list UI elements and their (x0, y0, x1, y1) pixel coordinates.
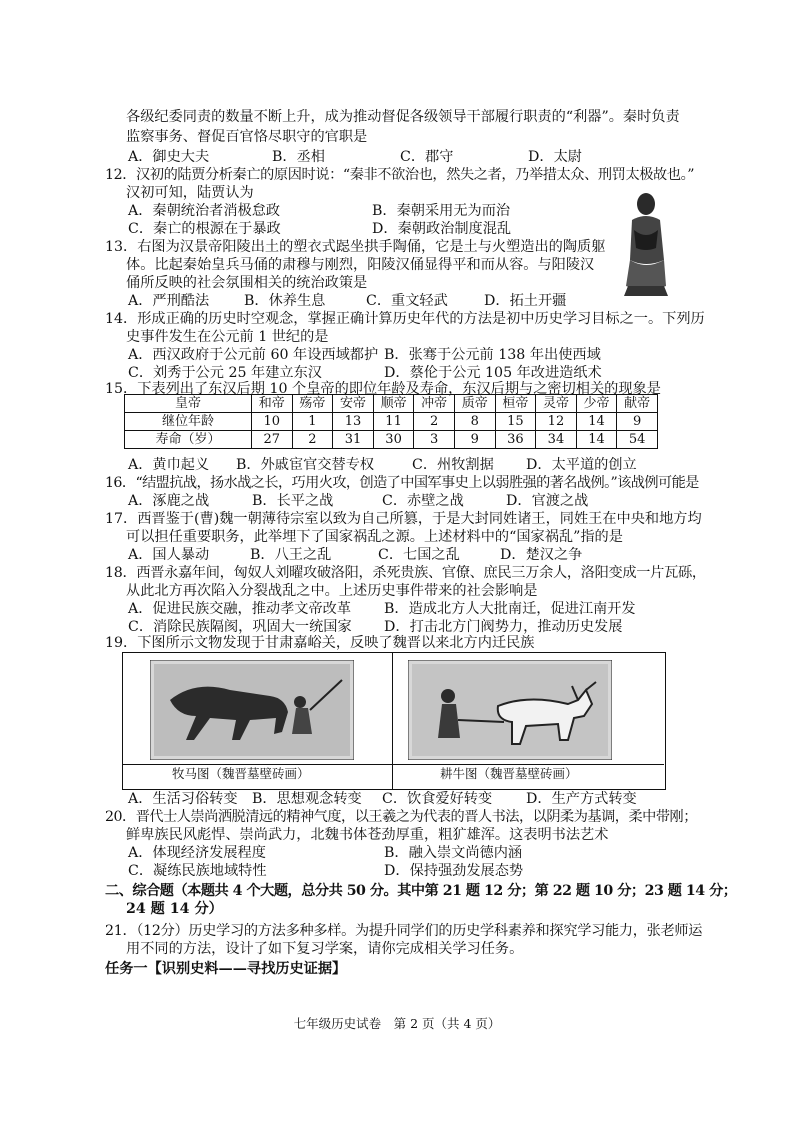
q16-option-d: D．官渡之战 (506, 493, 589, 509)
q21-stem-line1: 21．（12分）历史学习的方法多种多样。为提升同学们的历史学科素养和探究学习能力，张老师运 (105, 923, 703, 939)
table-cell: 11 (373, 413, 414, 431)
q11-stem-line2: 监察事务、督促百官恪尽职守的官职是 (126, 129, 368, 145)
q15-option-d: D．太平道的创立 (526, 457, 637, 473)
q12-option-b: B．秦朝采用无为而治 (372, 203, 511, 219)
q13-option-b: B．休养生息 (244, 293, 326, 309)
horse-herding-brick-painting (150, 660, 354, 760)
table-cell: 34 (536, 431, 577, 449)
q14-option-a: A．西汉政府于公元前 60 年设西域都护 (128, 347, 379, 363)
q12-option-c: C．秦亡的根源在于暴政 (128, 221, 281, 237)
q17-option-d: D．楚汉之争 (500, 547, 583, 563)
table-cell: 少帝 (576, 395, 617, 413)
table-cell: 14 (576, 413, 617, 431)
section-two-heading-line2: 24 题 14 分） (126, 901, 223, 917)
task-one-heading: 任务一【识别史料——寻找历史证据】 (105, 961, 347, 977)
section-two-heading: 二、综合题（本题共 4 个大题，总分共 50 分。其中第 21 题 12 分；第 22 题 10 分；23 题 14 分； (105, 883, 737, 899)
q11-option-c: C．郡守 (400, 149, 454, 165)
q13-stem-line1: 13．右图为汉景帝阳陵出土的塑衣式跽坐拱手陶俑，它是土与火塑造出的陶质躯 (105, 239, 606, 255)
q20-stem-line1: 20．晋代士人崇尚洒脱清远的精神气度，以王羲之为代表的晋人书法，以阴柔为基调，柔中带刚； (105, 809, 697, 825)
emperor-table (124, 394, 658, 449)
q12-stem-line1: 12．汉初的陆贾分析秦亡的原因时说：“秦非不欲治也，然失之者，乃举措太众、刑罚太极故也。” (105, 167, 695, 183)
q13-option-a: A．严刑酷法 (128, 293, 210, 309)
q17-option-a: A．国人暴动 (128, 547, 210, 563)
table-cell: 8 (454, 413, 495, 431)
page-footer: 七年级历史试卷 第 2 页（共 4 页） (293, 1016, 501, 1031)
table-cell: 12 (536, 413, 577, 431)
q14-stem-line1: 14．形成正确的历史时空观念，掌握正确计算历史年代的方法是初中历史学习目标之一。下列历 (105, 311, 705, 327)
q13-stem-line3: 俑所反映的社会氛围相关的统治政策是 (126, 275, 368, 291)
q19-option-d: D．生产方式转变 (526, 791, 637, 807)
q11-option-a: A．御史大夫 (128, 149, 210, 165)
table-cell: 寿命（岁） (125, 431, 252, 449)
q15-stem-line1: 15．下表列出了东汉后期 10 个皇帝的即位年龄及寿命，东汉后期与之密切相关的现象是 (105, 381, 661, 397)
table-row-ages (125, 413, 658, 431)
q13-stem-line2: 体。比起秦始皇兵马俑的肃穆与刚烈，阳陵汉俑显得平和而从容。与阳陵汉 (126, 257, 595, 273)
table-cell: 冲帝 (414, 395, 455, 413)
q20-option-d: D．保持强劲发展态势 (384, 863, 524, 879)
q16-stem-line1: 16．“结盟抗战，扬水战之长，巧用火攻，创造了中国军事史上以弱胜强的著名战例。”该战例可能是 (105, 475, 699, 491)
ox-plowing-brick-painting (408, 660, 612, 760)
table-cell: 皇帝 (125, 395, 252, 413)
table-cell: 安帝 (333, 395, 374, 413)
q14-stem-line2: 史事件发生在公元前 1 世纪的是 (126, 329, 329, 345)
table-cell: 献帝 (617, 395, 658, 413)
table-cell: 31 (333, 431, 374, 449)
table-cell: 10 (252, 413, 293, 431)
table-cell: 和帝 (252, 395, 293, 413)
q18-option-a: A．促进民族交融，推动孝文帝改革 (128, 601, 352, 617)
q11-stem-line1: 各级纪委同责的数量不断上升，成为推动督促各级领导干部履行职责的“利器”。秦时负责 (126, 109, 680, 125)
q21-stem-line2: 用不同的方法，设计了如下复习学案，请你完成相关学习任务。 (126, 941, 524, 957)
q19-stem-line1: 19．下图所示文物发现于甘肃嘉峪关，反映了魏晋以来北方内迁民族 (105, 635, 535, 651)
q16-option-b: B．长平之战 (252, 493, 334, 509)
left-artifact-caption: 牧马图（魏晋墓壁砖画） (172, 766, 310, 781)
q12-option-a: A．秦朝统治者消极怠政 (128, 203, 281, 219)
q14-option-b: B．张骞于公元前 138 年出使西域 (384, 347, 601, 363)
table-cell: 54 (617, 431, 658, 449)
q17-stem-line1: 17．西晋鉴于(曹)魏一朝薄待宗室以致为自己所篡，于是大封同姓诸王，同姓王在中央和地方均 (105, 511, 702, 527)
table-row-life (125, 431, 658, 449)
table-cell: 继位年龄 (125, 413, 252, 431)
q15-option-b: B．外戚宦官交替专权 (236, 457, 375, 473)
q12-stem-line2: 汉初可知，陆贾认为 (126, 185, 254, 201)
q15-option-c: C．州牧割据 (412, 457, 494, 473)
artifact-divider (392, 652, 393, 790)
q19-option-c: C．饮食爱好转变 (382, 791, 493, 807)
table-cell: 顺帝 (373, 395, 414, 413)
q11-option-b: B．丞相 (272, 149, 325, 165)
table-cell: 2 (414, 413, 455, 431)
table-cell: 质帝 (454, 395, 495, 413)
q12-option-d: D．秦朝政治制度混乱 (372, 221, 512, 237)
q20-option-b: B．融入崇文尚德内涵 (384, 845, 523, 861)
q18-stem-line2: 从此北方再次陷入分裂战乱之中。上述历史事件带来的社会影响是 (126, 583, 538, 599)
table-cell: 15 (495, 413, 536, 431)
table-cell: 36 (495, 431, 536, 449)
q18-option-b: B．造成北方人大批南迁，促进江南开发 (384, 601, 636, 617)
table-cell: 灵帝 (536, 395, 577, 413)
q18-stem-line1: 18．西晋永嘉年间，匈奴人刘曜攻破洛阳，杀死贵族、官僚、庶民三万余人，洛阳变成一片瓦砾， (105, 565, 706, 581)
q16-option-c: C．赤壁之战 (382, 493, 464, 509)
table-row-header (125, 395, 658, 413)
table-cell: 13 (333, 413, 374, 431)
q20-option-c: C．凝练民族地域特性 (128, 863, 267, 879)
q17-option-b: B．八王之乱 (250, 547, 332, 563)
q13-option-d: D．拓土开疆 (484, 293, 567, 309)
q14-option-d: D．蔡伦于公元 105 年改进造纸术 (384, 365, 602, 381)
q17-option-c: C．七国之乱 (378, 547, 460, 563)
table-cell: 殇帝 (292, 395, 333, 413)
table-cell: 30 (373, 431, 414, 449)
caption-divider (122, 764, 664, 765)
q20-option-a: A．体现经济发展程度 (128, 845, 266, 861)
q13-option-c: C．重文轻武 (366, 293, 448, 309)
q19-option-b: B．思想观念转变 (252, 791, 362, 807)
q14-option-c: C．刘秀于公元 25 年建立东汉 (128, 365, 322, 381)
q15-option-a: A．黄巾起义 (128, 457, 210, 473)
q20-stem-line2: 鲜卑族民风彪悍、崇尚武力，北魏书体苍劲厚重，粗犷雄浑。这表明书法艺术 (126, 827, 609, 843)
q18-option-d: D．打击北方门阀势力，推动历史发展 (384, 619, 623, 635)
q18-option-c: C．消除民族隔阂，巩固大一统国家 (128, 619, 352, 635)
q19-option-a: A．生活习俗转变 (128, 791, 238, 807)
table-cell: 桓帝 (495, 395, 536, 413)
table-cell: 9 (454, 431, 495, 449)
table-cell: 14 (576, 431, 617, 449)
table-cell: 1 (292, 413, 333, 431)
table-cell: 3 (414, 431, 455, 449)
right-artifact-caption: 耕牛图（魏晋墓壁砖画） (440, 766, 578, 781)
table-cell: 27 (252, 431, 293, 449)
table-cell: 9 (617, 413, 658, 431)
q17-stem-line2: 可以担任重要职务，此举埋下了国家祸乱之源。上述材料中的“国家祸乱”指的是 (126, 529, 623, 545)
pottery-figurine-image (622, 190, 670, 300)
q16-option-a: A．涿鹿之战 (128, 493, 210, 509)
q11-option-d: D．太尉 (528, 149, 582, 165)
table-cell: 2 (292, 431, 333, 449)
